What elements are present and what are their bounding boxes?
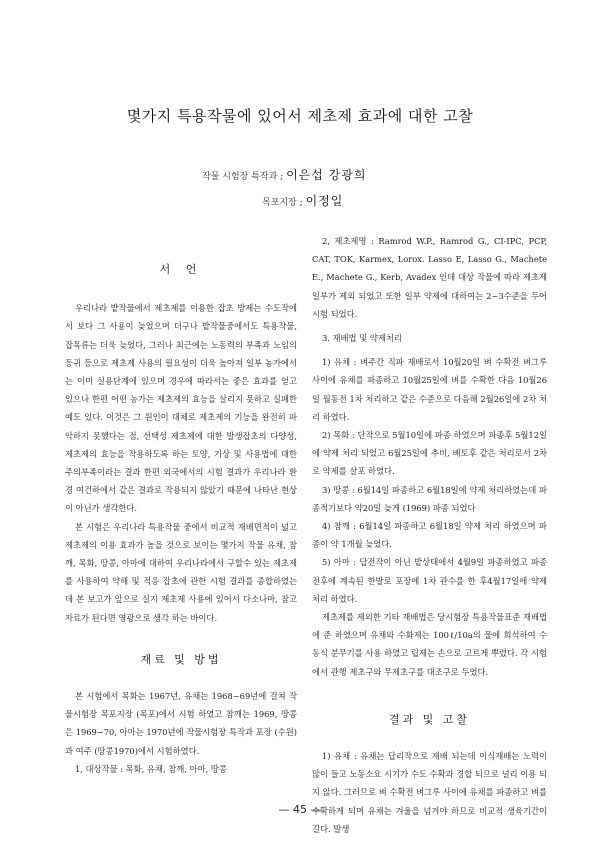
paragraph: 제초제를 제외한 기타 재배법은 당시험장 특용작물표준 재배법에 준 하였으며 유채와 수화제는 100ℓ/10a의 물에 희석하여 수동식 분무기를 사용 하였고 립제는 손으로 고르게 뿌렸다. 각 시험에서 관행 제초구와 무제초구를 대조구로 두었다. <box>312 612 547 677</box>
section-heading-results: 결과 및 고찰 <box>388 712 471 726</box>
paragraph: 1) 유채 : 유채는 답리작으로 재배 되는데 이식재배는 노력이 많이 들고 노동소요 시기가 수도 수확과 경합 되므로 널리 이용 되지 않다. 그러므로 벼 수확전 벼그루 사이에 유채를 파종하고 벼를 수확하게 되며 유채는 겨울을 넘겨야 하므로 비교적 생육기간이 길다. 발생 <box>312 751 547 834</box>
page-number: — 45 — <box>278 803 322 816</box>
section-heading-materials-methods: 재료 및 방법 <box>140 652 222 666</box>
paragraph: 1, 대상작물 : 목화, 유채, 참깨, 아마, 땅콩 <box>74 763 227 774</box>
author-separator: ; <box>280 172 284 182</box>
paragraph: 1) 유채 : 벼주간 직파 재배로서 10월20일 벼 수확전 벼그루 사이에 유채를 파종하고 10월25일에 벼를 수확한 다음 10월26일 월동전 1차 처리하고 같은 수준으로 다음해 2월26일에 2차 처리 하였다. <box>312 357 547 422</box>
paragraph: 본 시험은 우리나라 특용작물 중에서 비교적 재배면적이 넓고 제초제의 이용 효과가 높을 것으로 보이는 몇가지 작물 유채, 참깨, 목화, 땅콩, 아마에 대하여 우리나라에서 구할수 있는 제초제를 사용하여 약해 및 적응 잡초에 관한 시험 결과를 종합하였는데 본 보고가 앞으로 실지 제초제 사용에 있어서 다소나마, 참고 자료가 된다면 영광으로 생각 하는 바이다. <box>65 521 297 623</box>
author-names: 이정일 <box>305 194 344 208</box>
author-names: 이은섭 강광희 <box>286 168 367 182</box>
paragraph: 2, 제초제명 : Ramrod W.P., Ramrod G., CI-IPC, PCP, CAT, TOK, Karmex, Lorox. Lasso E, Lasso G., Machete E., Machete G., Kerb, Avadex 인데 대상 작물에 따라 제초제 일부가 제외 되었고 또한 일부 약제에 대하여는 2~3수준을 두어 시험 되었다. <box>312 236 547 319</box>
left-column <box>65 228 297 778</box>
paragraph: 우리나라 밭작물에서 제초제를 이용한 잡초 방제는 수도작에서 보다 그 사용이 늦었으며 더구나 밭작물중에서도 특용작물, 잡목류는 더욱 늦었다, 그러나 최근에는 노동력의 부족과 노임의 등귀 등으로 제초제 사용의 필요성이 더욱 높아져 일부 농가에서는 이미 실용단계에 있으며 경우에 따라서는 좋은 효과를 얻고 있으나 한편 어떤 농가는 제초제의 효능을 살리지 못하고 실패한 예도 있다. 이것은 그 원인이 대체로 제초제의 기능을 완전히 파악하지 못했다는 점, 선택성 제초제에 대한 발생잡초의 다양성, 제초제의 효능을 작용하도록 하는 토양, 기상 및 사용법에 대한 주의부족이라는 결과 한편 외국에서의 시험 결과가 우리나라 환경 여건하에서 같은 결과로 작용되지 않았기 때문에 나타난 현상이 아닌가 생각한다. <box>65 303 297 514</box>
author-line-1 <box>202 166 366 183</box>
author-line-2 <box>262 192 343 209</box>
author-affiliation: 목포지장 <box>262 198 297 208</box>
paragraph: 4) 참깨 : 6월14일 파종하고 6월18일 약제 처리 하였으며 파종이 약 1개월 늦었다. <box>312 521 547 550</box>
section-heading-introduction: 서 언 <box>159 263 203 276</box>
paragraph: 본 시험에서 목화는 1967년, 유채는 1968~69년에 걸쳐 작물시험장 목포지장 (목포)에서 시험 하였고 참깨는 1969, 땅콩은 1969~70, 아마는 1970년에 작물시험장 특작과 포장 (수원)과 여주 (땅콩1970)에서 시험하였다. <box>65 691 297 756</box>
author-separator: ; <box>299 198 303 208</box>
right-column <box>312 232 547 838</box>
paper-title: 몇가지 특용작물에 있어서 제초제 효과에 대한 고찰 <box>126 107 474 125</box>
paragraph: 5) 아마 : 답전작이 아닌 밭상태에서 4월9일 파종하였고 파종전후에 계속된 한발로 포장에 1차 관수를 한 후4월17일에 약제 처리 하였다. <box>312 557 547 604</box>
paragraph: 2) 목화 : 단작으로 5월10일에 파종 하였으며 파종후 5월12일에 약제 처리 되었고 6월25일에 추비, 배토후 같은 처리로서 2차로 약제를 살포 하였다. <box>312 430 547 477</box>
subheading: 3. 재배법 및 약제처리 <box>321 333 402 344</box>
author-affiliation: 작물 시험장 특작과 <box>202 172 278 182</box>
paragraph: 3) 땅콩 : 6월14일 파종하고 6월18일에 약제 처리하였는데 파종적기보다 약20일 늦게 (1969) 파종 되었다 <box>312 484 547 513</box>
